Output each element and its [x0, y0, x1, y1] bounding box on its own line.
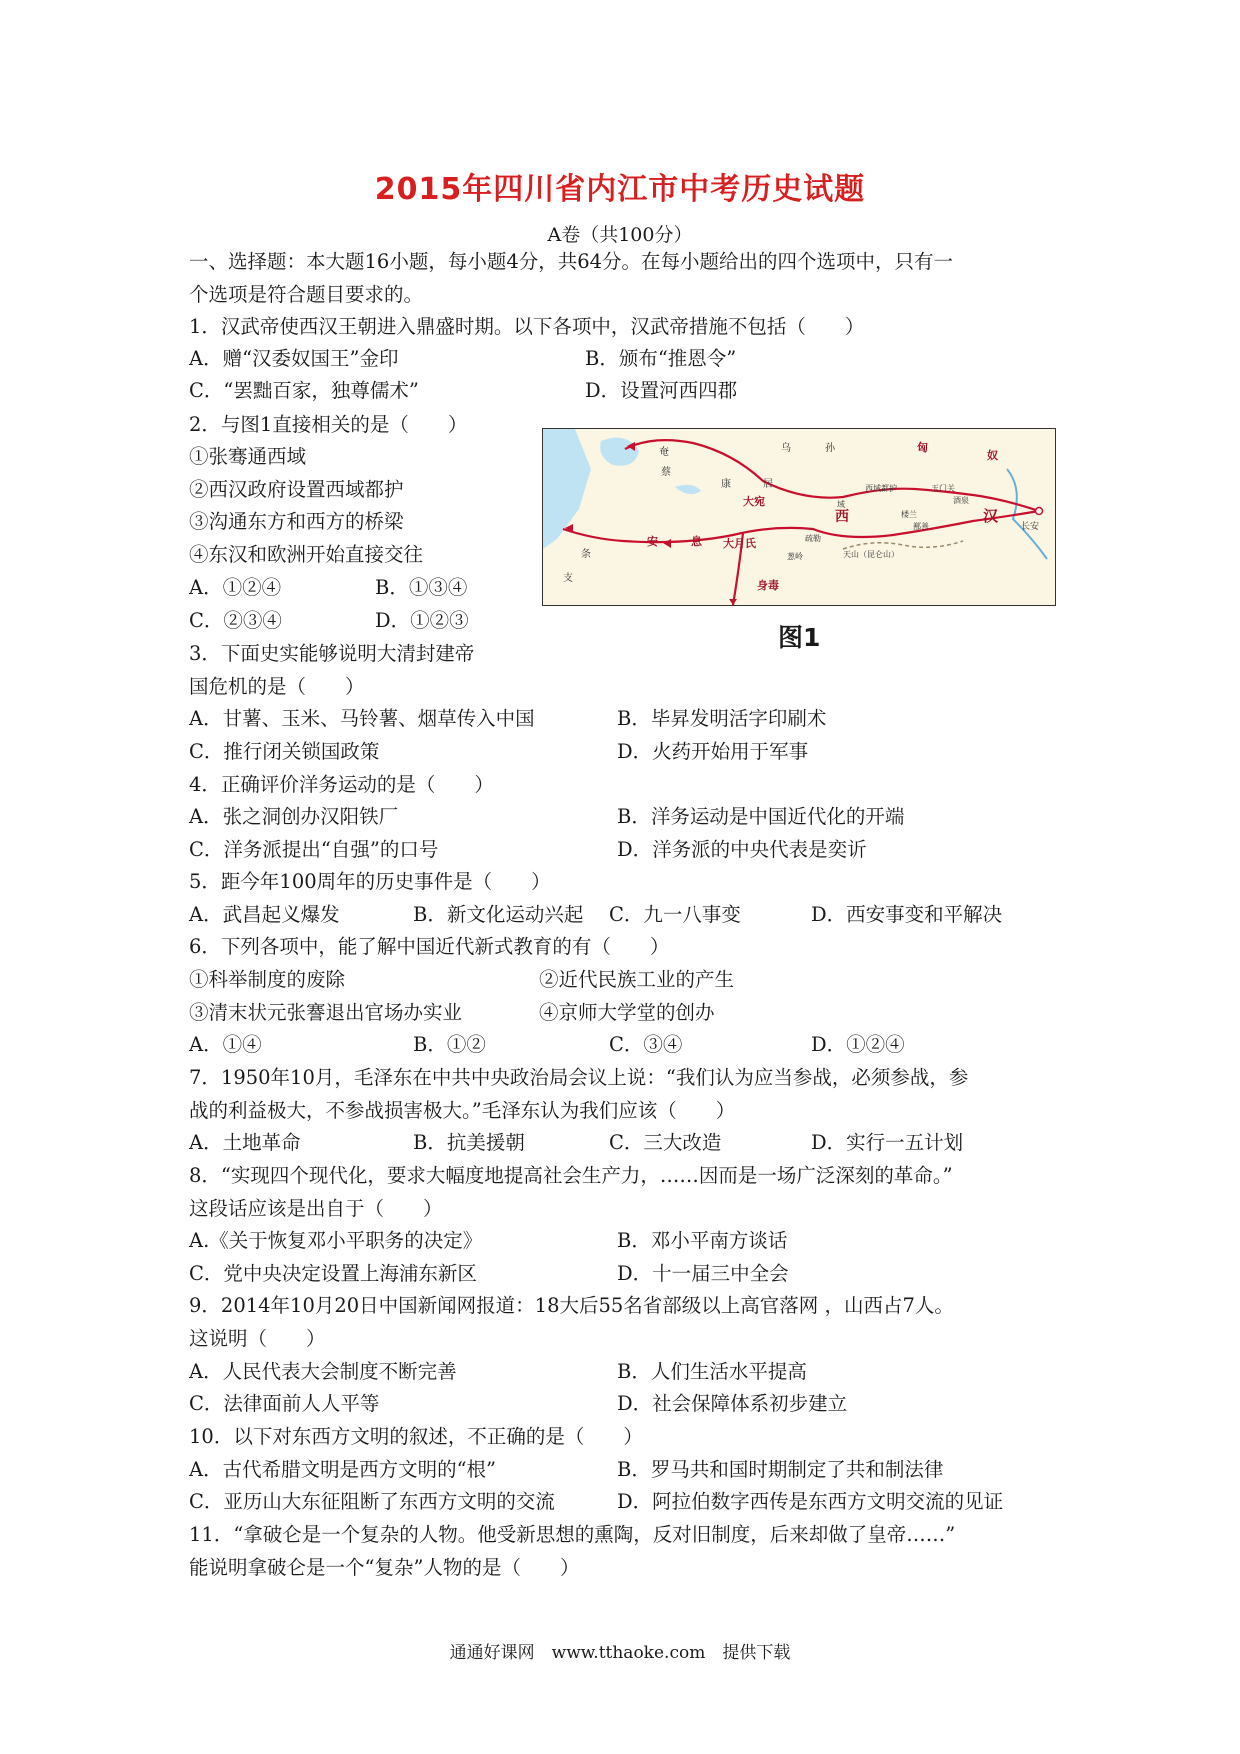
q10-option-c: C．亚历山大东征阻断了东西方文明的交流 [189, 1490, 555, 1513]
q6-statement-2: ②近代民族工业的产生 [539, 968, 735, 991]
q7-option-a: A．土地革命 [189, 1131, 301, 1154]
map-label-aocai2: 蔡 [661, 467, 671, 478]
q6-option-b: B．①② [413, 1033, 486, 1056]
q6-statement-3: ③清末状元张謇退出官场办实业 [189, 1001, 463, 1024]
q7-option-c: C．三大改造 [609, 1131, 722, 1154]
q10-option-a: A．古代希腊文明是西方文明的“根” [189, 1458, 497, 1481]
q7-option-d: D．实行一五计划 [811, 1131, 964, 1154]
q9-stem-cont: 这说明（ ） [189, 1327, 326, 1350]
map-label-changan: 长安 [1021, 522, 1040, 532]
map-label-kangju1: 康 [721, 479, 731, 490]
q2-option-a: A．①②④ [189, 576, 282, 599]
q11-stem: 11．“拿破仑是一个复杂的人物。他受新思想的熏陶，反对旧制度，后来却做了皇帝……” [189, 1523, 956, 1546]
q3-option-d: D．火药开始用于军事 [617, 740, 809, 763]
map-label-xiyu1: 西 [835, 509, 849, 525]
q6-option-c: C．③④ [609, 1033, 683, 1056]
q3-option-c: C．推行闭关锁国政策 [189, 740, 380, 763]
map-label-loulan: 楼兰 [901, 510, 917, 519]
map-label-kangju2: 居 [763, 479, 773, 490]
map-label-dayuan: 大宛 [743, 495, 765, 508]
q11-stem-cont: 能说明拿破仑是一个“复杂”人物的是（ ） [189, 1556, 580, 1579]
q4-option-d: D．洋务派的中央代表是奕䜣 [617, 838, 867, 861]
q2-stem: 2．与图1直接相关的是（ ） [189, 413, 468, 436]
q2-statement-1: ①张骞通西域 [189, 445, 307, 468]
map-label-tianzhu: 身毒 [757, 579, 779, 592]
map-label-wusun2: 孙 [825, 443, 835, 454]
q6-statement-1: ①科举制度的废除 [189, 968, 346, 991]
q1-option-c: C．“罢黜百家，独尊儒术” [189, 379, 419, 402]
q9-option-a: A．人民代表大会制度不断完善 [189, 1360, 457, 1383]
q7-stem: 7．1950年10月，毛泽东在中共中央政治局会议上说：“我们认为应当参战，必须参战，参 [189, 1066, 969, 1089]
section-instruction: 一、选择题：本大题16小题，每小题4分，共64分。在每小题给出的四个选项中，只有一 [189, 250, 954, 273]
q1-option-a: A．赠“汉委奴国王”金印 [189, 347, 399, 370]
q5-option-b: B．新文化运动兴起 [413, 903, 584, 926]
q3-option-b: B．毕昇发明活字印刷术 [617, 707, 827, 730]
q9-stem: 9．2014年10月20日中国新闻网报道：18大后55名省部级以上高官落网 ，山西占7人。 [189, 1294, 954, 1317]
q4-option-c: C．洋务派提出“自强”的口号 [189, 838, 439, 861]
q6-option-d: D．①②④ [811, 1033, 905, 1056]
page-title: 2015年四川省内江市中考历史试题 [374, 172, 866, 207]
q9-option-d: D．社会保障体系初步建立 [617, 1392, 848, 1415]
section-instruction-cont: 个选项是符合题目要求的。 [189, 283, 424, 306]
q1-option-d: D．设置河西四郡 [585, 379, 738, 402]
q5-option-c: C．九一八事变 [609, 903, 741, 926]
q8-option-a: A.《关于恢复邓小平职务的决定》 [189, 1229, 483, 1252]
q1-stem: 1．汉武帝使西汉王朝进入鼎盛时期。以下各项中，汉武帝措施不包括（ ） [189, 315, 865, 338]
q10-stem: 10．以下对东西方文明的叙述，不正确的是（ ） [189, 1425, 643, 1448]
paper-subtitle: A卷（共100分） [547, 224, 693, 246]
q3-option-a: A．甘薯、玉米、马铃薯、烟草传入中国 [189, 707, 535, 730]
q8-option-b: B．邓小平南方谈话 [617, 1229, 788, 1252]
map-label-tiaozhi: 条 [581, 549, 591, 560]
map-label-anxi1: 安 [647, 535, 658, 548]
silk-road-map [542, 428, 1056, 606]
q8-option-d: D．十一届三中全会 [617, 1262, 789, 1285]
q2-option-c: C．②③④ [189, 609, 282, 632]
q10-option-b: B．罗马共和国时期制定了共和制法律 [617, 1458, 944, 1481]
q6-option-a: A．①④ [189, 1033, 262, 1056]
q7-option-b: B．抗美援朝 [413, 1131, 525, 1154]
q8-stem: 8．“实现四个现代化，要求大幅度地提高社会生产力，……因而是一场广泛深刻的革命。” [189, 1164, 953, 1187]
map-label-tianshan: 天山（昆仑山） [843, 550, 899, 559]
map-label-zhi: 支 [563, 573, 573, 584]
q9-option-b: B．人们生活水平提高 [617, 1360, 807, 1383]
q9-option-c: C．法律面前人人平等 [189, 1392, 380, 1415]
map-label-yumenguan: 玉门关 [931, 484, 955, 493]
q2-statement-3: ③沟通东方和西方的桥梁 [189, 510, 404, 533]
q6-stem: 6．下列各项中，能了解中国近代新式教育的有（ ） [189, 935, 670, 958]
q8-option-c: C．党中央决定设置上海浦东新区 [189, 1262, 477, 1285]
map-label-congling: 葱岭 [787, 552, 803, 561]
q7-stem-cont: 战的利益极大，不参战损害极大。”毛泽东认为我们应该（ ） [189, 1099, 736, 1122]
q10-option-d: D．阿拉伯数字西传是东西方文明交流的见证 [617, 1490, 1004, 1513]
map-label-xiongnu2: 奴 [987, 449, 998, 462]
q4-stem: 4．正确评价洋务运动的是（ ） [189, 773, 494, 796]
q4-option-b: B．洋务运动是中国近代化的开端 [617, 805, 905, 828]
map-label-aocai1: 奄 [659, 447, 669, 458]
q3-stem: 3．下面史实能够说明大清封建帝 [189, 642, 475, 665]
map-label-shule: 疏勒 [805, 534, 821, 543]
q1-option-b: B．颁布“推恩令” [585, 347, 737, 370]
map-label-shanshan: 鄯善 [913, 522, 929, 531]
map-label-xiyuduhu: 西域都护 [865, 484, 897, 493]
map-label-xiyu2: 域 [837, 500, 845, 509]
q2-option-d: D．①②③ [375, 609, 469, 632]
map-label-han: 汉 [983, 507, 999, 525]
map-label-dayuezhi: 大月氏 [723, 537, 756, 550]
changan-marker [1036, 508, 1043, 515]
page-footer: 通通好课网 www.tthaoke.com 提供下载 [449, 1643, 791, 1663]
q5-option-a: A．武昌起义爆发 [189, 903, 340, 926]
map-label-anxi2: 息 [691, 535, 702, 548]
q2-statement-4: ④东汉和欧洲开始直接交往 [189, 543, 424, 566]
q4-option-a: A．张之洞创办汉阳铁厂 [189, 805, 399, 828]
q2-option-b: B．①③④ [375, 576, 468, 599]
q8-stem-cont: 这段话应该是出自于（ ） [189, 1197, 443, 1220]
q5-option-d: D．西安事变和平解决 [811, 903, 1003, 926]
q6-statement-4: ④京师大学堂的创办 [539, 1001, 715, 1024]
figure-caption: 图1 [778, 623, 821, 652]
map-label-jiuquan: 酒泉 [953, 496, 969, 505]
q2-statement-2: ②西汉政府设置西域都护 [189, 478, 404, 501]
q5-stem: 5．距今年100周年的历史事件是（ ） [189, 870, 551, 893]
q3-stem-cont: 国危机的是（ ） [189, 675, 365, 698]
map-label-wusun1: 乌 [781, 443, 791, 454]
map-label-xiongnu1: 匈 [917, 441, 928, 454]
